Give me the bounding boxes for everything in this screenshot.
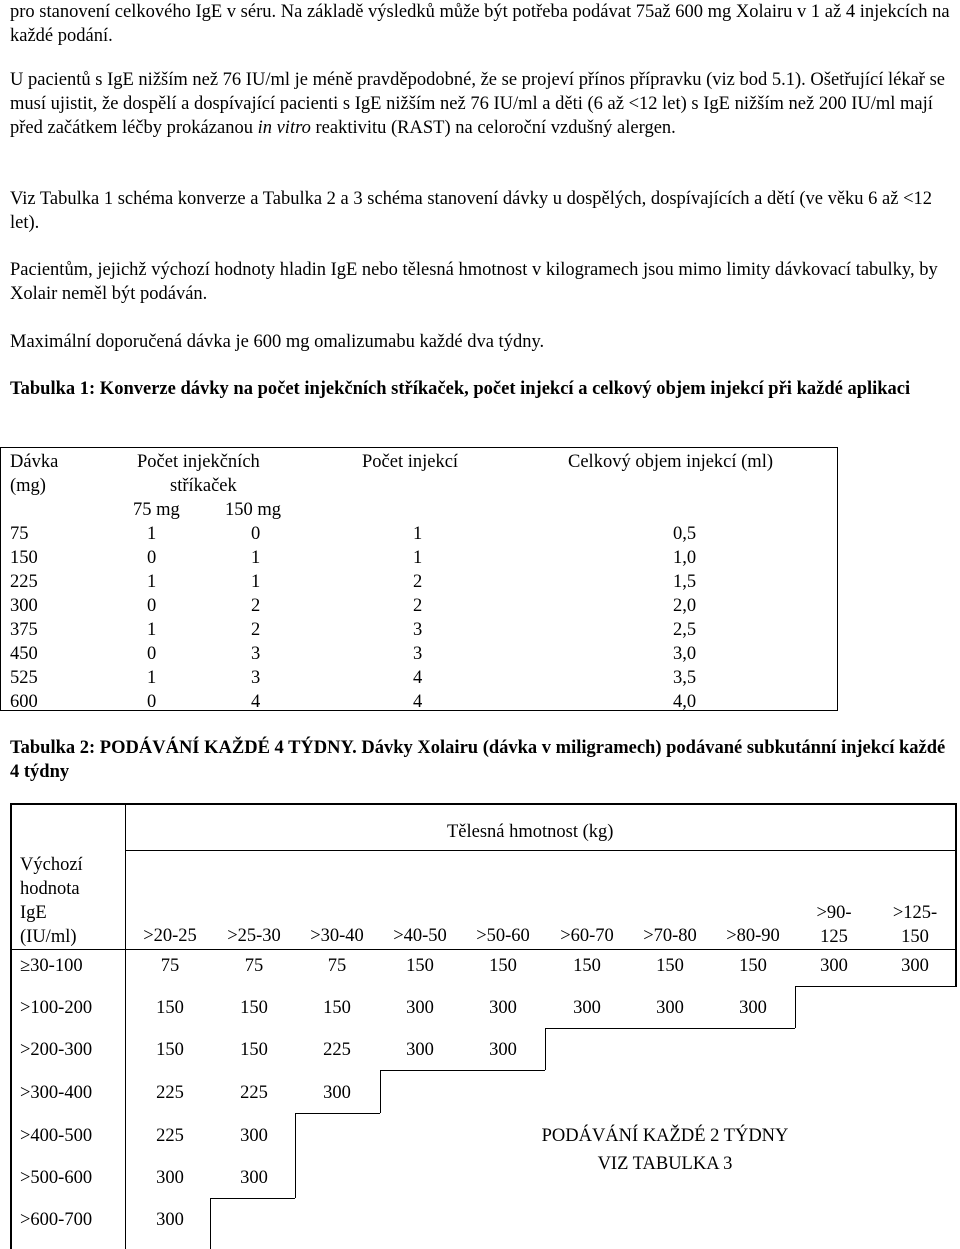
table2-weight-header-line: [125, 850, 955, 851]
table1-cell: 2,5: [673, 620, 697, 640]
table2-dose-cell: 300: [406, 998, 434, 1018]
table1-cell: 1: [413, 524, 423, 544]
table2-dose-cell: 150: [489, 956, 517, 976]
table2-weight-8-line0: >90-: [816, 903, 852, 923]
table2-ige-header-2: hodnota: [20, 879, 80, 899]
table1-cell: 375: [10, 620, 38, 640]
table2-weight-header: Tělesná hmotnost (kg): [447, 822, 614, 842]
table2-weight-1: >25-30: [227, 926, 281, 946]
table1-cell: 2: [251, 620, 261, 640]
table1-cell: 1: [147, 524, 157, 544]
table1-cell: 3: [413, 620, 423, 640]
table2-dose-cell: 300: [406, 1040, 434, 1060]
table1-cell: 1,5: [673, 572, 697, 592]
table1-header-syringes: Počet injekčních: [137, 452, 260, 472]
table2-dose-cell: 150: [406, 956, 434, 976]
table1-cell: 0: [147, 644, 157, 664]
paragraph-max-dose: Maximální doporučená dávka je 600 mg omalizumabu každé dva týdny.: [10, 332, 545, 352]
table1-header-75mg: 75 mg: [133, 500, 180, 520]
table2-weight-0: >20-25: [143, 926, 197, 946]
table2-dose-cell: 300: [240, 1168, 268, 1188]
table2-weight-9-line1: 150: [901, 927, 929, 947]
table1-cell: 0: [147, 548, 157, 568]
table1-cell: 1: [147, 668, 157, 688]
table2-dose-cell: 75: [160, 956, 180, 976]
table2-ige-row-label: >400-500: [20, 1126, 93, 1146]
table2-dose-cell: 150: [156, 998, 184, 1018]
table2-dose-cell: 75: [244, 956, 264, 976]
table2-ige-header-3: IgE: [20, 903, 47, 923]
table2-dose-cell: 300: [156, 1210, 184, 1230]
table2-dose-cell: 300: [573, 998, 601, 1018]
table2-weight-7: >80-90: [726, 926, 780, 946]
table1-cell: 0,5: [673, 524, 697, 544]
table2-ige-row-label: >300-400: [20, 1083, 93, 1103]
table1-header-volume: Celkový objem injekcí (ml): [568, 452, 773, 472]
table1-cell: 75: [10, 524, 29, 544]
table1-cell: 300: [10, 596, 38, 616]
table2-dose-cell: 150: [323, 998, 351, 1018]
stair-0: [955, 986, 957, 987]
table1-header-dose-unit: (mg): [10, 476, 46, 496]
table2-dose-cell: 150: [739, 956, 767, 976]
table1-cell: 2: [251, 596, 261, 616]
table2-dose-cell: 225: [156, 1126, 184, 1146]
table2-dose-cell: 150: [156, 1040, 184, 1060]
table2-dose-cell: 150: [656, 956, 684, 976]
stair-3v: [380, 1070, 381, 1113]
table1-cell: 1: [147, 620, 157, 640]
table1-cell: 3,0: [673, 644, 697, 664]
paragraph-ige-threshold-italic: in vitro: [257, 118, 311, 138]
table2-dose-cell: 300: [489, 1040, 517, 1060]
table1-cell: 600: [10, 692, 38, 712]
table2-dose-cell: 300: [156, 1168, 184, 1188]
table1-header-injections: Počet injekcí: [362, 452, 459, 472]
table2-top-border: [10, 803, 957, 805]
table2-ige-header-4: (IU/ml): [20, 927, 77, 947]
table2-ige-row-label: ≥30-100: [20, 956, 83, 976]
stair-2v: [545, 1028, 546, 1070]
table2-dose-cell: 150: [240, 998, 268, 1018]
table2-col-divider: [125, 803, 126, 1249]
table1-cell: 1: [251, 572, 261, 592]
table1-header-syringes-2: stříkaček: [170, 476, 237, 496]
table2-weight-5: >60-70: [560, 926, 614, 946]
stair-1v: [795, 986, 796, 1028]
table1-cell: 4,0: [673, 692, 697, 712]
paragraph-out-of-range: Pacientům, jejichž výchozí hodnoty hladin IgE nebo tělesná hmotnost v kilogramech jsou mimo limity dávkovací tabulky, by Xolair neměl být podáván.: [10, 260, 938, 304]
table2-note-line2: VIZ TABULKA 3: [597, 1154, 733, 1174]
stair-4v: [295, 1113, 296, 1198]
table1-cell: 225: [10, 572, 38, 592]
table1-cell: 150: [10, 548, 38, 568]
table2-weight-8-line1: 125: [820, 927, 848, 947]
stair-4h: [295, 1113, 380, 1114]
stair-1h: [795, 986, 956, 987]
table1-caption: Tabulka 1: Konverze dávky na počet injekčních stříkaček, počet injekcí a celkový objem injekcí při každé aplikaci: [10, 379, 911, 399]
table2-dose-cell: 300: [489, 998, 517, 1018]
table2-weight-4: >50-60: [476, 926, 530, 946]
table1-cell: 4: [413, 692, 423, 712]
table1-header-dose: Dávka: [10, 452, 59, 472]
table1-cell: 525: [10, 668, 38, 688]
table2-ige-row-label: >100-200: [20, 998, 93, 1018]
table2-weight-2: >30-40: [310, 926, 364, 946]
table1-cell: 1: [251, 548, 261, 568]
table2-dose-cell: 225: [323, 1040, 351, 1060]
table1-cell: 450: [10, 644, 38, 664]
table1-cell: 1: [147, 572, 157, 592]
table2-header-bottom: [10, 949, 955, 950]
table2-ige-row-label: >200-300: [20, 1040, 93, 1060]
table1-cell: 1,0: [673, 548, 697, 568]
table1: [0, 447, 841, 713]
table2-weight-9-line0: >125-: [892, 903, 938, 923]
table2-dose-cell: 150: [240, 1040, 268, 1060]
paragraph-ige-threshold: [10, 68, 950, 140]
paragraph-dose-range: pro stanovení celkového IgE v séru. Na základě výsledků může být potřeba podávat 75až 600 mg Xolairu v 1 až 4 injekcích na každé podání.: [10, 2, 950, 46]
table1-cell: 1: [413, 548, 423, 568]
table1-cell: 3,5: [673, 668, 697, 688]
table2-dose-cell: 225: [156, 1083, 184, 1103]
table2-left-border: [10, 803, 12, 1249]
paragraph-table-reference: Viz Tabulka 1 schéma konverze a Tabulka 2 a 3 schéma stanovení dávky u dospělých, dospívajících a dětí (ve věku 6 až <12 let).: [10, 189, 933, 233]
table1-cell: 0: [251, 524, 261, 544]
table1-cell: 2,0: [673, 596, 697, 616]
table2-dose-cell: 300: [323, 1083, 351, 1103]
table1-cell: 3: [413, 644, 423, 664]
table2-caption: Tabulka 2: PODÁVÁNÍ KAŽDÉ 4 TÝDNY. Dávky Xolairu (dávka v miligramech) podávané subkutánní injekcí každé 4 týdny: [10, 738, 946, 782]
table1-cell: 0: [147, 596, 157, 616]
table2-weight-6: >70-80: [643, 926, 697, 946]
table1-cell: 4: [413, 668, 423, 688]
stair-2h: [545, 1028, 795, 1029]
paragraph-ige-threshold-a: U pacientů s IgE nižším než 76 IU/ml je méně pravděpodobné, že se projeví přínos přípravku (viz bod 5.1). Ošetřující lékař se musí ujistit, že dospělí a dospívající pacienti s IgE nižším než 76 IU/ml a děti (6 až <12 let) s IgE nižším než 200 IU/ml mají před začátkem léčby prokázanou: [10, 70, 945, 138]
table2-dose-cell: 75: [327, 956, 347, 976]
table2-dose-cell: 150: [573, 956, 601, 976]
table1-header-150mg: 150 mg: [225, 500, 282, 520]
table1-cell: 0: [147, 692, 157, 712]
table1-cell: 2: [413, 596, 423, 616]
table2-dose-cell: 300: [820, 956, 848, 976]
table2-dose-cell: 300: [901, 956, 929, 976]
table2-note-line1: PODÁVÁNÍ KAŽDÉ 2 TÝDNY: [541, 1126, 789, 1146]
table2-ige-row-label: >600-700: [20, 1210, 93, 1230]
table2-right-border: [955, 803, 957, 986]
stair-3h: [380, 1070, 545, 1071]
table1-cell: 3: [251, 668, 261, 688]
stair-5h: [210, 1198, 295, 1199]
table2-ige-header-1: Výchozí: [20, 855, 83, 875]
table2-dose-cell: 300: [656, 998, 684, 1018]
table1-cell: 2: [413, 572, 423, 592]
table2-weight-3: >40-50: [393, 926, 447, 946]
table2-ige-row-label: >500-600: [20, 1168, 93, 1188]
table2-dose-cell: 300: [240, 1126, 268, 1146]
table2-dose-cell: 300: [739, 998, 767, 1018]
stair-5v: [210, 1198, 211, 1249]
paragraph-ige-threshold-b: reaktivitu (RAST) na celoroční vzdušný alergen.: [315, 118, 676, 138]
table1-cell: 4: [251, 692, 261, 712]
table2-dose-cell: 225: [240, 1083, 268, 1103]
table1-cell: 3: [251, 644, 261, 664]
